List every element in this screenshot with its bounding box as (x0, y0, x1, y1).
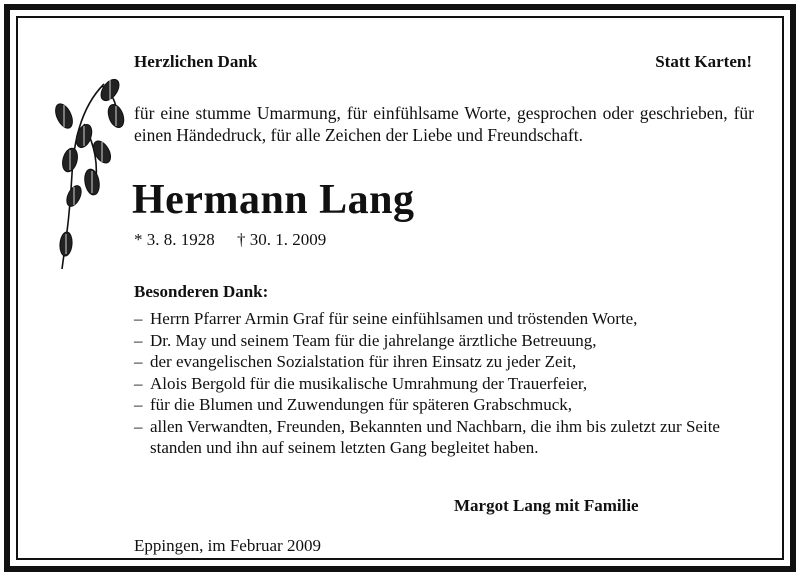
signature: Margot Lang mit Familie (454, 496, 639, 515)
heading-herzlichen-dank: Herzlichen Dank (134, 52, 258, 71)
place-date: Eppingen, im Februar 2009 (134, 536, 321, 555)
intro-text: für eine stumme Umarmung, für einfühlsame Worte, gesprochen oder geschrieben, für einen Händedruck, für alle Zeichen der Liebe und Freundschaft. (134, 103, 754, 145)
thanks-list (134, 308, 730, 459)
death-date: † 30. 1. 2009 (237, 230, 327, 249)
list-item: – Alois Bergold für die musikalische Umrahmung der Trauerfeier, (134, 373, 730, 395)
leaf-branch-icon (44, 64, 134, 274)
list-item: – Dr. May und seinem Team für die jahrelange ärztliche Betreuung, (134, 330, 730, 352)
notice-inner-border (16, 16, 784, 560)
list-item: – für die Blumen und Zuwendungen für späteren Grabschmuck, (134, 394, 730, 416)
thanks-heading: Besonderen Dank: (134, 282, 269, 301)
list-item: – allen Verwandten, Freunden, Bekannten und Nachbarn, die ihm bis zuletzt zur Seite standen und ihn auf seinem letzten Gang begleitet haben. (134, 416, 730, 459)
list-item: – der evangelischen Sozialstation für ihren Einsatz zu jeder Zeit, (134, 351, 730, 373)
obituary-notice (4, 4, 796, 572)
birth-date: * 3. 8. 1928 (134, 230, 215, 249)
deceased-name: Hermann Lang (132, 177, 415, 223)
life-dates (134, 230, 326, 250)
list-item: – Herrn Pfarrer Armin Graf für seine einfühlsamen und tröstenden Worte, (134, 308, 730, 330)
heading-statt-karten: Statt Karten! (655, 52, 752, 71)
